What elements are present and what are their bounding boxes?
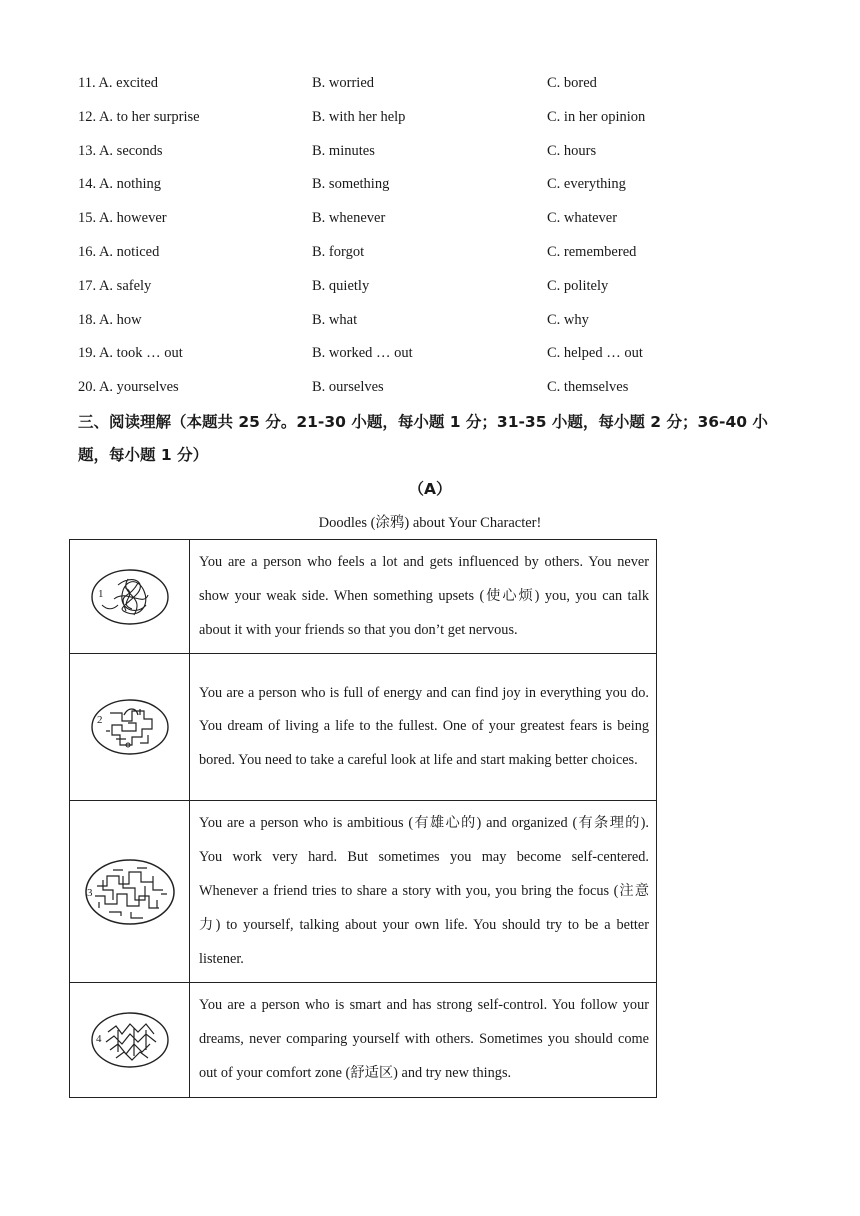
- table-row: [70, 983, 657, 1097]
- option-b: B. minutes: [312, 142, 375, 159]
- option-a: 17. A. safely: [78, 277, 152, 294]
- option-row: [78, 376, 798, 410]
- passage-label: （A）: [408, 480, 452, 498]
- doodle-cell: [70, 654, 190, 801]
- doodle-number: 4: [95, 1033, 101, 1046]
- option-a: 15. A. however: [78, 210, 167, 227]
- doodle-number: 2: [96, 714, 102, 727]
- option-row: [78, 207, 798, 241]
- option-c: C. everything: [547, 176, 626, 193]
- passage-title: Doodles (涂鸦) about Your Character!: [318, 515, 542, 531]
- option-row: [78, 241, 798, 275]
- option-c: C. remembered: [547, 243, 637, 260]
- option-a: 20. A. yourselves: [78, 379, 179, 396]
- doodle-image: [70, 695, 189, 759]
- table-row: [70, 540, 657, 654]
- doodle-cell: [70, 540, 190, 654]
- doodle-image: [70, 565, 189, 629]
- option-row: [78, 275, 798, 309]
- option-b: B. what: [312, 311, 358, 328]
- option-c: C. in her opinion: [547, 108, 646, 125]
- doodle-image: [70, 1008, 189, 1072]
- doodle-image: [70, 856, 189, 928]
- option-a: 16. A. noticed: [78, 243, 160, 260]
- option-b: B. whenever: [312, 210, 386, 227]
- option-a: 18. A. how: [78, 311, 142, 328]
- option-b: B. something: [312, 176, 390, 193]
- option-b: B. with her help: [312, 108, 406, 125]
- option-c: C. hours: [547, 142, 597, 159]
- option-row: [78, 72, 798, 106]
- option-row: [78, 309, 798, 343]
- option-row: [78, 173, 798, 207]
- option-a: 14. A. nothing: [78, 176, 161, 193]
- option-a: 13. A. seconds: [78, 142, 163, 159]
- option-a: 11. A. excited: [78, 75, 158, 91]
- option-row: [78, 140, 798, 174]
- section-heading: 三、阅读理解（本题共 25 分。21-30 小题，每小题 1 分；31-35 小题，每小题 2 分；36-40 小题，每小题 1 分）: [78, 413, 768, 464]
- doodle-number: 3: [86, 886, 92, 899]
- table-row: [70, 801, 657, 983]
- option-c: C. bored: [547, 75, 597, 91]
- option-row: [78, 106, 798, 140]
- option-row: [78, 342, 798, 376]
- option-b: B. worked … out: [312, 345, 413, 362]
- option-c: C. politely: [547, 277, 609, 294]
- option-a: 12. A. to her surprise: [78, 108, 200, 125]
- doodle-cell: [70, 801, 190, 983]
- doodle-cell: [70, 983, 190, 1097]
- description-text: You are a person who is ambitious (有雄心的) and organized (有条理的). You work very hard. But sometimes you may become self-centered. Whenever a friend tries to share a story with you, you bring the focus (注意力) to yourself, talking about your own life. You should try to be a better listener.: [190, 801, 657, 983]
- table-row: [70, 654, 657, 801]
- option-c: C. themselves: [547, 379, 629, 396]
- doodle-table: [69, 539, 657, 1098]
- option-b: B. quietly: [312, 277, 370, 294]
- option-b: B. forgot: [312, 243, 365, 260]
- option-a: 19. A. took … out: [78, 345, 183, 362]
- option-c: C. whatever: [547, 210, 618, 227]
- option-c: C. helped … out: [547, 345, 643, 362]
- answer-options: [78, 72, 798, 410]
- option-c: C. why: [547, 311, 589, 328]
- description-text: You are a person who feels a lot and gets influenced by others. You never show your weak side. When something upsets (使心烦) you, you can talk about it with your friends so that you don’t get nervous.: [190, 540, 657, 654]
- option-b: B. ourselves: [312, 379, 384, 396]
- description-text: You are a person who is full of energy and can find joy in everything you do. You dream of living a life to the fullest. One of your greatest fears is being bored. You need to take a careful look at life and start making better choices.: [190, 654, 657, 801]
- description-text: You are a person who is smart and has strong self-control. You follow your dreams, never comparing yourself with others. Sometimes you should come out of your comfort zone (舒适区) and try new things.: [190, 983, 657, 1097]
- option-b: B. worried: [312, 75, 375, 91]
- doodle-number: 1: [97, 587, 103, 600]
